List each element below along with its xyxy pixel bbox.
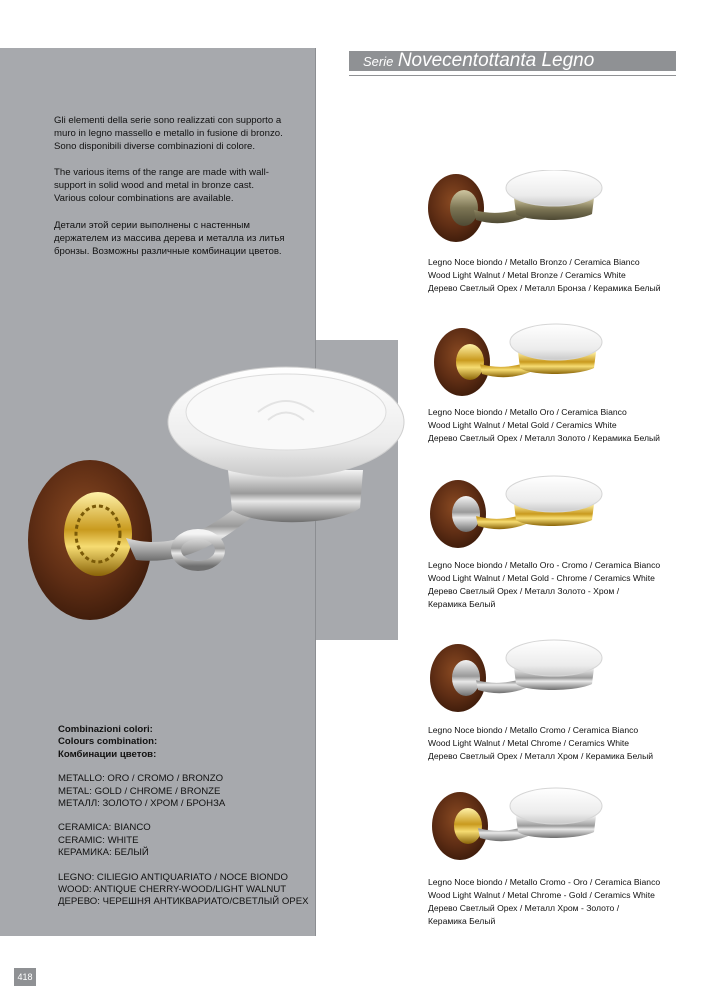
product-caption-2: Legno Noce biondo / Metallo Oro / Ceramica Bianco Wood Light Walnut / Metal Gold / Ceramics White Дерево Светлый Орех / Металл Золото / Керамика Белый — [428, 407, 660, 443]
intro-text — [54, 114, 288, 271]
product-photo-gold — [426, 320, 606, 402]
main-product-photo — [18, 360, 408, 650]
product-caption-4: Legno Noce biondo / Metallo Cromo / Ceramica Bianco Wood Light Walnut / Metal Chrome / Ceramics White Дерево Светлый Орех / Металл Хром / Керамика Белый — [428, 725, 654, 761]
combo-heading-ru: Комбинации цветов: — [58, 748, 157, 760]
combo-heading-en: Colours combination: — [58, 736, 158, 748]
chrome-holder-ring — [228, 470, 363, 522]
page-number: 418 — [14, 968, 36, 986]
product-caption-5: Legno Noce biondo / Metallo Cromo - Oro / Ceramica Bianco Wood Light Walnut / Metal Chrome - Gold / Ceramics White Дерево Светлый Орех / Металл Хром - Золото / Керамика Белый — [428, 877, 661, 926]
product-caption-3: Legno Noce biondo / Metallo Oro - Cromo / Ceramica Bianco Wood Light Walnut / Metal Gold - Chrome / Ceramics White Дерево Светлый Орех / Металл Золото - Хром / Керамика Белый — [428, 560, 661, 609]
wood-options: LEGNO: CILIEGIO ANTIQUARIATO / NOCE BIONDO WOOD: ANTIQUE CHERRY-WOOD/LIGHT WALNUT ДЕРЕВО: ЧЕРЕШНЯ АНТИКВАРИАТО/СВЕТЛЫЙ ОРЕХ — [58, 871, 309, 908]
intro-russian: Детали этой серии выполнены с настенным держателем из массива дерева и металла из литья бронзы. Возможны различные комбинации цветов. — [54, 219, 285, 257]
combo-heading-it: Combinazioni colori: — [58, 724, 153, 735]
ceramic-options: CERAMICA: BIANCO CERAMIC: WHITE КЕРАМИКА: БЕЛЫЙ — [58, 822, 151, 859]
intro-english: The various items of the range are made with wall-support in solid wood and metal in bronze cast. Various colour combinations are available. — [54, 167, 269, 205]
title-underline — [349, 75, 676, 76]
metal-options: METALLO: ORO / CROMO / BRONZO METAL: GOLD / CHROME / BRONZE МЕТАЛЛ: ЗОЛОТО / ХРОМ / БРОНЗА — [58, 773, 226, 810]
product-photo-gold-chrome — [426, 472, 606, 554]
product-photo-chrome-gold — [426, 784, 606, 866]
colour-combinations — [58, 724, 313, 909]
serie-label: Serie — [363, 54, 394, 69]
product-caption-1: Legno Noce biondo / Metallo Bronzo / Ceramica Bianco Wood Light Walnut / Metal Bronze / Ceramics White Дерево Светлый Орех / Металл Бронза / Керамика Белый — [428, 257, 661, 293]
intro-italian: Gli elementi della serie sono realizzati con supporto a muro in legno massello e metallo in fusione di bronzo. Sono disponibili diverse combinazioni di colore. — [54, 115, 283, 153]
gold-rosette — [64, 492, 132, 576]
series-name: Novecentottanta Legno — [397, 51, 595, 71]
product-photo-bronze — [426, 170, 606, 252]
series-title-bar — [349, 51, 676, 71]
product-photo-chrome — [426, 636, 606, 718]
